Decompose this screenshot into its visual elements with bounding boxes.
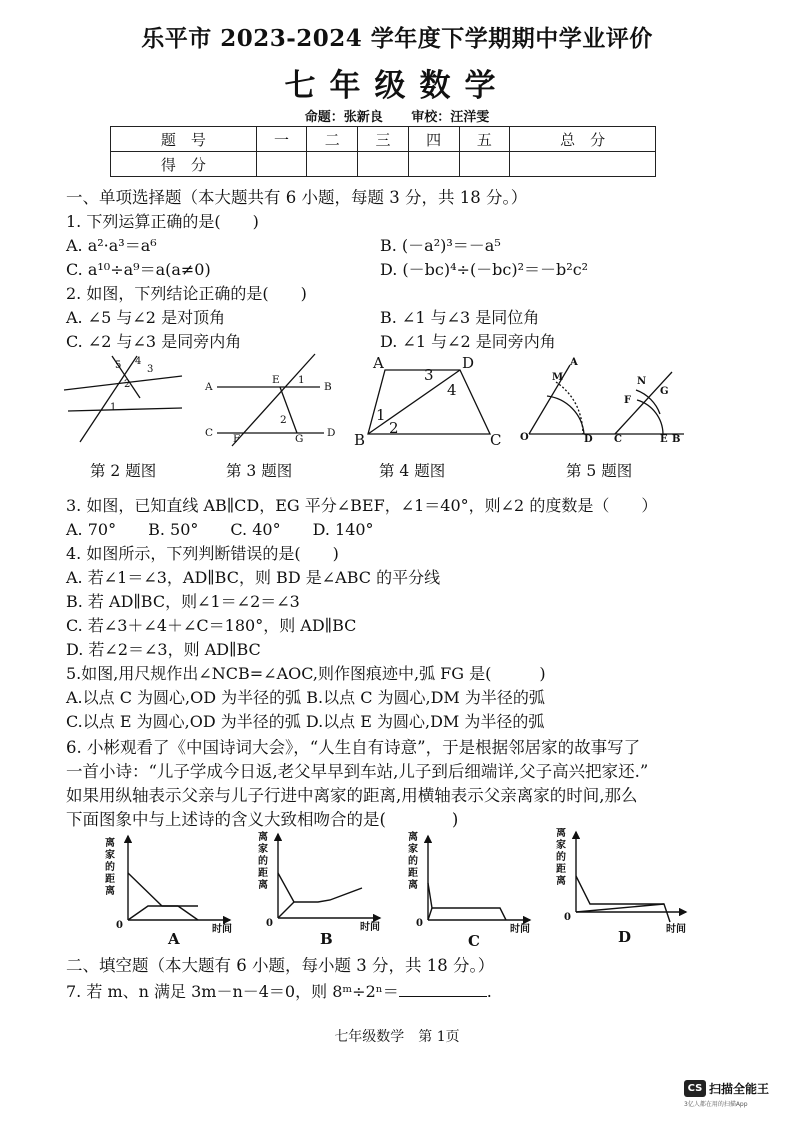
fig5-label-o: O [520,432,529,443]
score-table-score-row [111,152,656,177]
q5-options-line2: C.以点 E 为圆心,OD 为半径的弧 D.以点 E 为圆心,DM 为半径的弧 [66,712,545,731]
graph-a-ylabel-2: 家 [105,850,115,861]
q1-option-c: C. a¹⁰÷a⁹＝a(a≠0) [66,260,211,279]
q3-stem: 3. 如图，已知直线 AB∥CD，EG 平分∠BEF，∠1＝40°，则∠2 的度数是（ ） [66,496,658,515]
fig3-angle-2: 2 [280,414,287,426]
q1-option-a: A. a²·a³＝a⁶ [66,236,157,255]
score-input-cell[interactable] [510,152,656,177]
reviewer: 审校：汪洋雯 [411,110,490,125]
fig5-label-a: A [570,357,578,368]
fig5-label-b: B [672,434,681,445]
fig2-angle-5: 5 [115,360,122,371]
graph-b [258,830,380,948]
score-cell: 总 分 [510,127,656,152]
figure-2-caption: 第 2 题图 [90,462,157,480]
q2-option-d: D. ∠1 与∠2 是同旁内角 [380,332,556,351]
graph-b-ylabel-3: 的 [258,856,268,867]
graph-a-ylabel-5: 离 [105,886,115,897]
figure-4-caption: 第 4 题图 [379,462,446,480]
score-input-cell[interactable] [358,152,409,177]
score-table [110,126,656,177]
q7-text: 7. 若 m、n 满足 3m－n－4＝0，则 8ᵐ÷2ⁿ＝ [66,982,399,1001]
graph-b-label: B [320,930,333,948]
q5-options-line1: A.以点 C 为圆心,OD 为半径的弧 B.以点 C 为圆心,DM 为半径的弧 [66,688,545,707]
q3-options: A. 70° B. 50° C. 40° D. 140° [66,520,374,539]
graph-b-origin: 0 [266,918,273,929]
fig2-angle-2: 2 [124,379,131,390]
author-line [0,106,794,125]
q6-line1: 6. 小彬观看了《中国诗词大会》，“人生自有诗意”，于是根据邻居家的故事写了 [66,738,641,757]
graph-c [408,830,530,950]
graph-c-ylabel-1: 离 [408,832,418,843]
fig3-label-c: C [205,427,214,439]
q5-stem: 5.如图,用尺规作出∠NCB=∠AOC,则作图痕迹中,弧 FG 是( ) [66,664,546,683]
graph-a-ylabel-3: 的 [105,862,115,873]
graph-c-label: C [468,932,480,950]
fig4-label-c: C [490,431,502,449]
fig4-angle-3: 3 [424,366,434,384]
fig3-label-b: B [324,381,332,393]
section1-heading: 一、单项选择题（本大题共有 6 小题，每题 3 分，共 18 分。） [66,188,528,207]
q6-line4: 下面图象中与上述诗的含义大致相吻合的是( ) [66,810,459,829]
graph-b-ylabel-1: 离 [258,832,268,843]
q7-end: . [486,982,492,1001]
graph-b-xlabel: 时间 [360,922,380,933]
fig4-angle-2: 2 [389,419,399,437]
graph-a-ylabel-1: 离 [105,838,115,849]
graph-c-ylabel-3: 的 [408,856,418,867]
graph-a [105,836,232,948]
q2-option-c: C. ∠2 与∠3 是同旁内角 [66,332,242,351]
graph-b-ylabel-4: 距 [258,868,268,879]
graph-d-ylabel-3: 的 [556,852,566,863]
q4-option-d: D. 若∠2＝∠3，则 AD∥BC [66,640,261,659]
graph-c-origin: 0 [416,918,423,929]
graph-d-ylabel-5: 离 [556,876,566,887]
fig2-angle-3: 3 [147,364,154,375]
q6-graphs [98,828,698,952]
scanner-logo [684,1078,769,1097]
q6-line3: 如果用纵轴表示父亲与儿子行进中离家的距离,用横轴表示父亲离家的时间,那么 [66,786,638,805]
graph-a-ylabel-4: 距 [105,874,115,885]
page-footer: 七年级数学 第 1页 [334,1029,460,1045]
q7-answer-blank[interactable] [399,982,487,997]
scanner-tagline: 3亿人都在用的扫描App [684,1101,748,1108]
fig4-label-a: A [373,354,384,372]
score-input-cell[interactable] [459,152,510,177]
q2-option-b: B. ∠1 与∠3 是同位角 [380,308,540,327]
fig5-label-n: N [637,376,647,387]
graph-a-label: A [168,930,180,948]
fig4-label-d: D [462,354,475,372]
fig3-label-f: F [233,433,241,445]
fig5-label-d: D [584,434,593,445]
q7-line [66,980,492,1003]
q1-option-d: D. (－bc)⁴÷(－bc)²＝－b²c² [380,260,589,279]
graph-c-ylabel-4: 距 [408,868,418,879]
graph-d-label: D [618,928,632,946]
score-input-cell[interactable] [256,152,307,177]
fig2-angle-4: 4 [135,356,142,367]
fig5-label-m: M [552,372,564,383]
q2-option-a: A. ∠5 与∠2 是对顶角 [66,308,226,327]
graph-c-ylabel-2: 家 [408,844,418,855]
graph-d-origin: 0 [564,912,571,923]
fig3-label-g: G [295,433,304,445]
fig4-label-b: B [354,431,366,449]
camscanner-icon: CS [684,1080,706,1097]
graph-d-xlabel: 时间 [666,924,686,935]
score-input-cell[interactable] [307,152,358,177]
q1-option-b: B. (－a²)³＝－a⁵ [380,236,501,255]
score-cell: 得 分 [111,152,257,177]
fig5-label-c: C [614,434,622,445]
fig5-label-f: F [624,395,632,406]
graph-d-ylabel-1: 离 [556,828,566,839]
exam-title: 乐平市 2023-2024 学年度下学期期中学业评价 [141,25,653,52]
graph-a-xlabel: 时间 [212,924,232,935]
q4-option-a: A. 若∠1＝∠3，AD∥BC，则 BD 是∠ABC 的平分线 [66,568,441,587]
q4-option-c: C. 若∠3＋∠4＋∠C＝180°，则 AD∥BC [66,616,357,635]
graph-b-ylabel-2: 家 [258,844,268,855]
q2-stem: 2. 如图，下列结论正确的是( ) [66,284,307,303]
score-cell: 五 [459,127,510,152]
score-cell: 二 [307,127,358,152]
figure-5-caption: 第 5 题图 [566,462,633,480]
score-cell: 三 [358,127,409,152]
q4-stem: 4. 如图所示，下列判断错误的是( ) [66,544,339,563]
graph-b-ylabel-5: 离 [258,880,268,891]
graph-d-ylabel-4: 距 [556,864,566,875]
graph-d [556,828,686,946]
fig3-label-d: D [327,427,336,439]
subject-title: 七年级数学 [284,68,510,104]
fig4-angle-4: 4 [447,381,457,399]
graph-d-ylabel-2: 家 [556,840,566,851]
q6-line2: 一首小诗：“儿子学成今日返,老父早早到车站,儿子到后细端详,父子高兴把家还.” [66,762,649,781]
q1-stem: 1. 下列运算正确的是( ) [66,212,259,231]
score-cell: 一 [256,127,307,152]
fig3-label-e: E [272,374,280,386]
fig5-label-e: E [660,434,668,445]
graph-c-xlabel: 时间 [510,924,530,935]
fig3-label-a: A [205,381,213,393]
scanner-name: 扫描全能王 [709,1082,770,1096]
graph-c-ylabel-5: 离 [408,880,418,891]
figure-2 [64,356,182,442]
fig2-angle-1: 1 [110,402,117,413]
fig4-angle-1: 1 [376,406,386,424]
q4-option-b: B. 若 AD∥BC，则∠1＝∠2＝∠3 [66,592,300,611]
score-table-header-row [111,127,656,152]
fig3-angle-1: 1 [298,374,305,386]
fig5-label-g: G [660,386,669,397]
section2-heading: 二、填空题（本大题有 6 小题，每小题 3 分，共 18 分。） [66,956,495,975]
score-input-cell[interactable] [408,152,459,177]
score-cell: 四 [408,127,459,152]
figure-3-caption: 第 3 题图 [226,462,293,480]
figures-row [62,350,702,450]
score-cell: 题 号 [111,127,257,152]
author: 命题：张新良 [304,110,383,125]
graph-a-origin: 0 [116,920,123,931]
